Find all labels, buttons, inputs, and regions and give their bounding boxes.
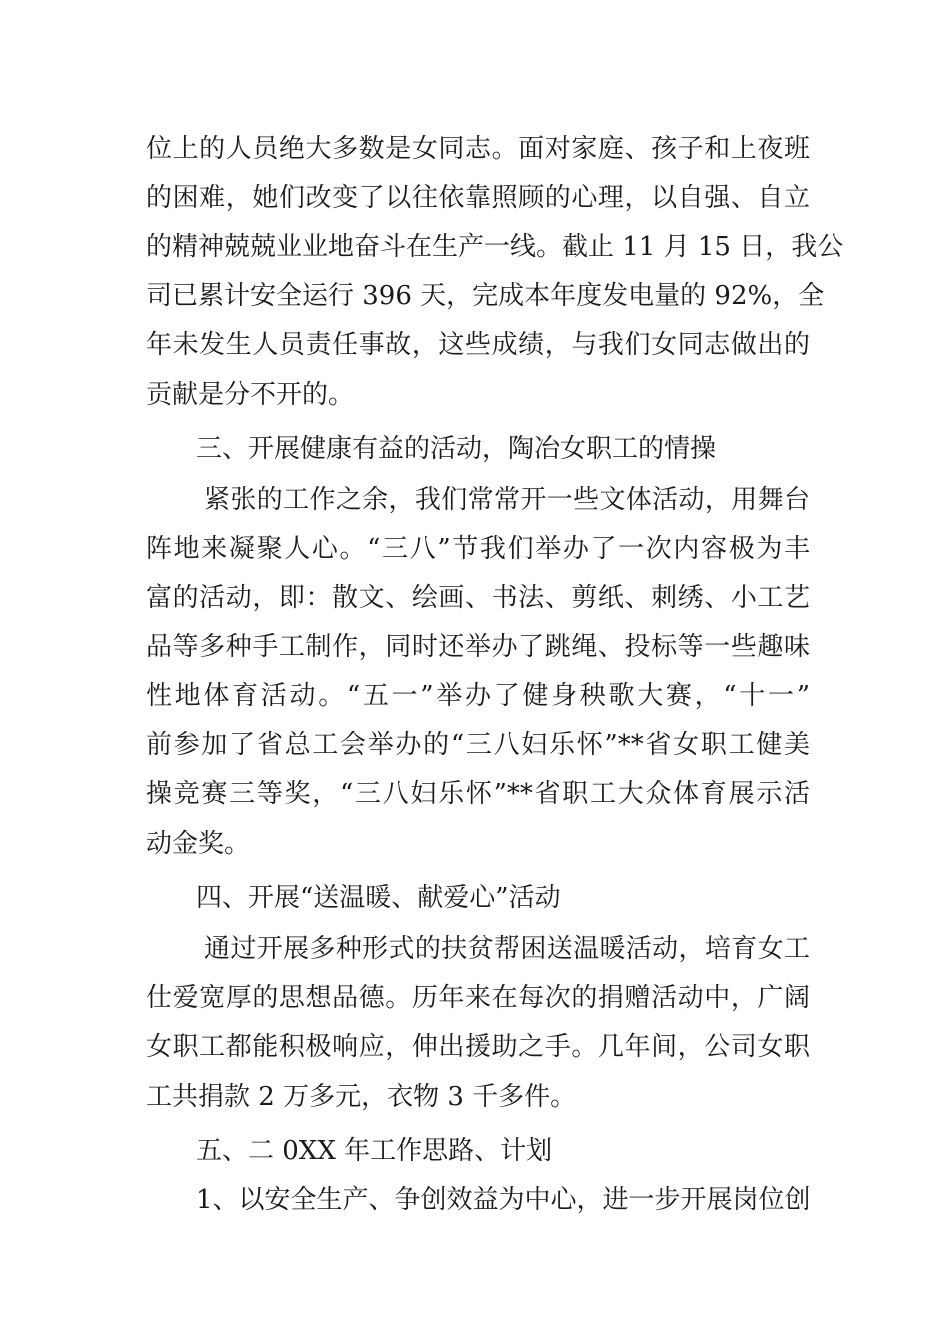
paragraph-line: 通过开展多种形式的扶贫帮困送温暖活动，培育女工	[204, 934, 810, 964]
paragraph-line: 富的活动，即：散文、绘画、书法、剪纸、刺绣、小工艺	[146, 583, 810, 613]
paragraph-line: 动金奖。	[146, 829, 251, 859]
paragraph-line: 前参加了省总工会举办的“三八妇乐怀”**省女职工健美	[146, 730, 810, 760]
paragraph-line: 1、以安全生产、争创效益为中心，进一步开展岗位创	[196, 1185, 811, 1215]
section-heading: 三、开展健康有益的活动，陶冶女职工的情操	[196, 434, 717, 464]
section-heading: 四、开展“送温暖、献爱心”活动	[196, 883, 561, 913]
paragraph-line: 司已累计安全运行 396 天，完成本年度发电量的 92%，全	[146, 281, 825, 311]
paragraph-line: 的精神兢兢业业地奋斗在生产一线。截止 11 月 15 日，我公	[146, 232, 844, 262]
paragraph-line: 品等多种手工制作，同时还举办了跳绳、投标等一些趣味	[146, 632, 810, 662]
section-heading: 五、二 0XX 年工作思路、计划	[196, 1136, 553, 1166]
paragraph-line: 工共捐款 2 万多元，衣物 3 千多件。	[146, 1082, 577, 1112]
paragraph-line: 贡献是分不开的。	[146, 380, 355, 410]
paragraph-line: 的困难，她们改变了以往依靠照顾的心理，以自强、自立	[146, 183, 810, 213]
paragraph-line: 操竞赛三等奖，“三八妇乐怀”**省职工大众体育展示活	[146, 779, 810, 809]
paragraph-line: 年未发生人员责任事故，这些成绩，与我们女同志做出的	[146, 330, 810, 360]
paragraph-line: 性地体育活动。“五一”举办了健身秧歌大赛，“十一”	[146, 681, 810, 711]
paragraph-line: 仕爱宽厚的思想品德。历年来在每次的捐赠活动中，广阔	[146, 983, 810, 1013]
paragraph-line: 女职工都能积极响应，伸出援助之手。几年间，公司女职	[146, 1032, 810, 1062]
paragraph-line: 紧张的工作之余，我们常常开一些文体活动，用舞台	[204, 485, 810, 515]
paragraph-line: 阵地来凝聚人心。“三八”节我们举办了一次内容极为丰	[146, 534, 810, 564]
paragraph-line: 位上的人员绝大多数是女同志。面对家庭、孩子和上夜班	[146, 134, 810, 164]
